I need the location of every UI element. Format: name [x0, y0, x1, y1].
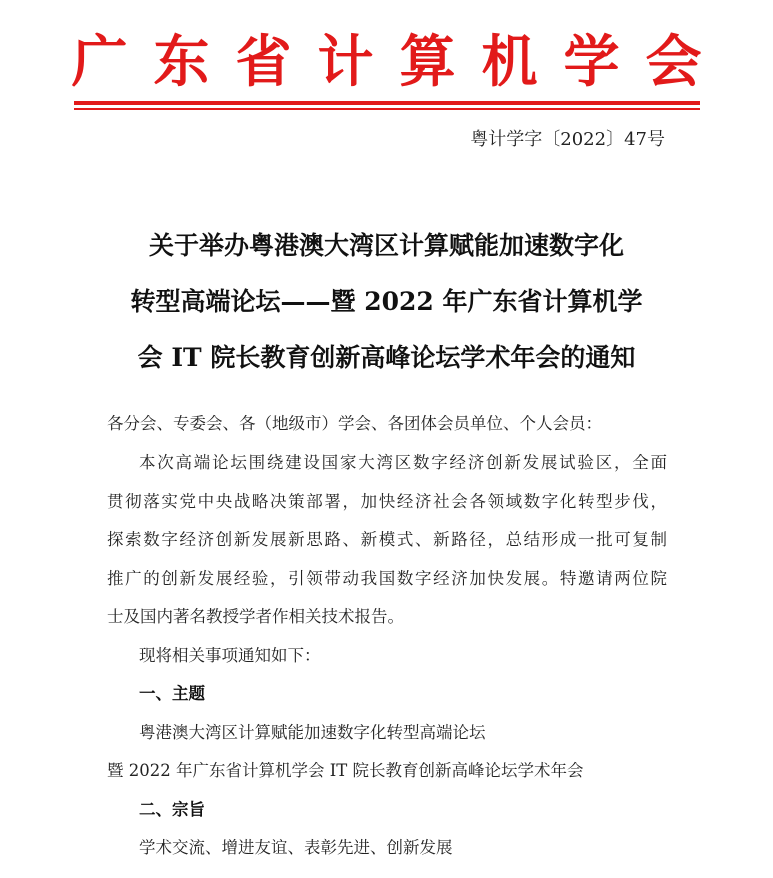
section-2-line-1: 学术交流、增进友谊、表彰先进、创新发展 [139, 838, 453, 857]
intro-line-3: 探索数字经济创新发展新思路、新模式、新路径，总结形成一批可复制 [107, 530, 667, 549]
title-line-3: 会 IT 院长教育创新高峰论坛学术年会的通知 [137, 343, 636, 372]
title-line-2: 转型高端论坛——暨 2022 年广东省计算机学 [130, 287, 643, 316]
section-2-heading: 二、宗旨 [139, 800, 205, 819]
masthead-rule-thin [74, 108, 700, 110]
masthead-title: 广东省计算机学会 [71, 29, 728, 95]
title-line-1: 关于举办粤港澳大湾区计算赋能加速数字化 [148, 231, 624, 260]
section-1-line-1: 粤港澳大湾区计算赋能加速数字化转型高端论坛 [139, 723, 486, 742]
intro-line-4: 推广的创新发展经验，引领带动我国数字经济加快发展。特邀请两位院 [107, 569, 667, 588]
notice-intro: 现将相关事项通知如下： [139, 646, 321, 665]
intro-line-5: 士及国内著名教授学者作相关技术报告。 [107, 607, 404, 626]
document-title [80, 218, 693, 386]
section-1-line-2: 暨 2022 年广东省计算机学会 IT 院长教育创新高峰论坛学术年会 [107, 761, 584, 780]
document-number: 粤计学字〔2022〕47号 [470, 129, 665, 150]
intro-line-2: 贯彻落实党中央战略决策部署，加快经济社会各领域数字化转型步伐， [107, 492, 667, 511]
intro-line-1: 本次高端论坛围绕建设国家大湾区数字经济创新发展试验区，全面 [139, 453, 667, 472]
salutation: 各分会、专委会、各（地级市）学会、各团体会员单位、个人会员： [107, 414, 602, 433]
section-1-heading: 一、主题 [139, 684, 205, 703]
masthead-rule-thick [74, 101, 700, 105]
